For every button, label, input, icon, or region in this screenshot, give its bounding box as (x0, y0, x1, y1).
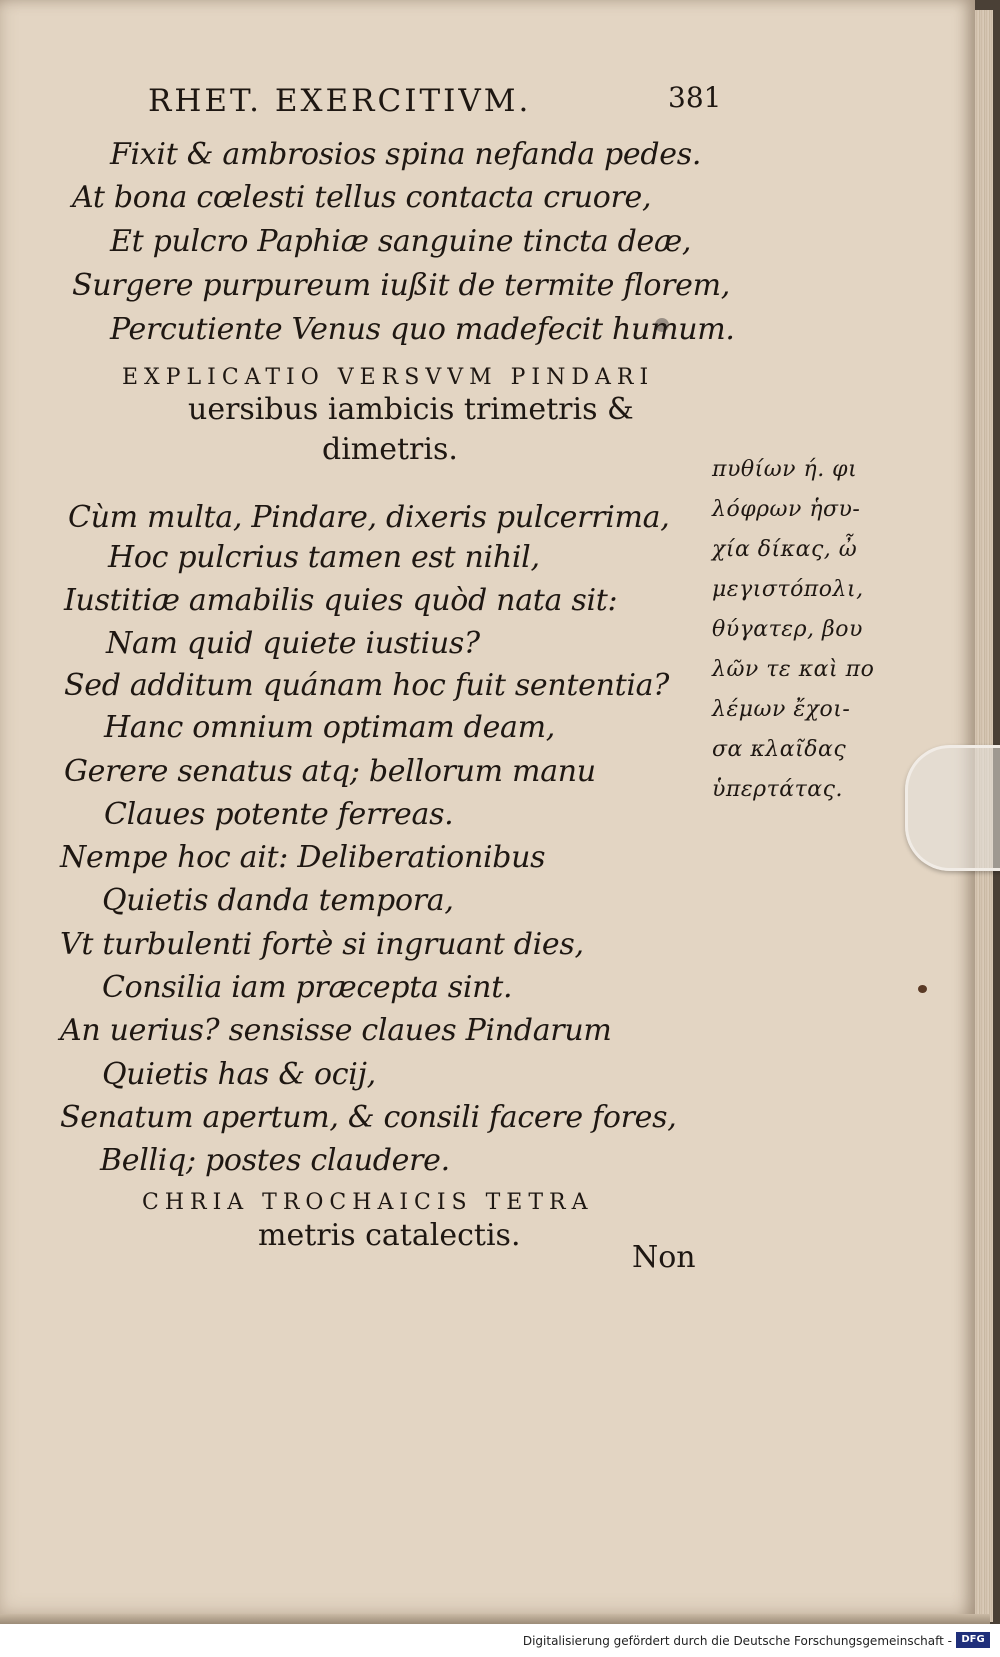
funding-credit: Digitalisierung gefördert durch die Deutsche Forschungsgemeinschaft - (522, 1634, 952, 1648)
verse-line: Consilia iam præcepta sint. (102, 970, 513, 1005)
paper-clip (905, 745, 1000, 871)
catchword: Non (632, 1240, 696, 1275)
verse-line: Gerere senatus atq; bellorum manu (64, 754, 596, 789)
verse-line: Iustitiæ amabilis quies quòd nata sit: (64, 583, 618, 618)
marginal-note-line: λῶν τε καὶ πο (712, 657, 875, 682)
page-bottom-edge (0, 1614, 990, 1624)
running-title: RHET. EXERCITIVM. (148, 83, 532, 119)
verse-line: Cùm multa, Pindare, dixeris pulcerrima, (68, 500, 670, 535)
marginal-note-line: λόφρων ἡσυ- (712, 497, 861, 522)
verse-line: Quietis danda tempora, (102, 883, 454, 918)
section-heading-caps: EXPLICATIO VERSVVM PINDARI (122, 365, 655, 390)
section-heading-line: uersibus iambicis trimetris & (188, 392, 634, 427)
verse-line: Nam quid quiete iustius? (106, 626, 480, 661)
verse-line: Hoc pulcrius tamen est nihil, (108, 540, 540, 575)
verse-line: Et pulcro Paphiæ sanguine tincta deæ, (110, 224, 692, 259)
verse-line: Belliq; postes claudere. (100, 1143, 450, 1178)
paper-stain (918, 985, 927, 993)
verse-line: Vt turbulenti fortè si ingruant dies, (60, 927, 584, 962)
marginal-note-line: σα κλαῖδας (712, 737, 847, 762)
section-heading-line: dimetris. (322, 432, 458, 467)
verse-line: Percutiente Venus quo madefecit humum. (110, 312, 735, 347)
verse-line: Fixit & ambrosios spina nefanda pedes. (110, 137, 702, 172)
marginal-note-line: θύγατερ, βου (712, 617, 863, 642)
marginal-note-line: λέμων ἔχοι- (712, 697, 851, 722)
marginal-note-line: χία δίκας, ὦ (712, 537, 858, 562)
section-heading-line: metris catalectis. (258, 1218, 521, 1253)
marginal-note-line: μεγιστόπολι, (712, 577, 864, 602)
dfg-logo: DFG (956, 1632, 990, 1648)
page-number: 381 (668, 81, 722, 114)
verse-line: An uerius? sensisse claues Pindarum (60, 1013, 612, 1048)
marginal-note-line: ὑπερτάτας. (712, 777, 843, 802)
marginal-note-line: πυθίων ή. φι (712, 457, 858, 482)
verse-line: Sed additum quánam hoc fuit sententia? (64, 668, 670, 703)
verse-line: Surgere purpureum iußit de termite florem, (72, 268, 731, 303)
verse-line: Claues potente ferreas. (104, 797, 454, 832)
verse-line: Quietis has & ocij, (102, 1057, 376, 1092)
verse-line: At bona cœlesti tellus contacta cruore, (72, 180, 652, 215)
verse-line: Nempe hoc ait: Deliberationibus (60, 840, 546, 875)
verse-line: Hanc omnium optimam deam, (104, 710, 555, 745)
section-heading-caps: CHRIA TROCHAICIS TETRA (142, 1190, 594, 1215)
verse-line: Senatum apertum, & consili facere fores, (60, 1100, 677, 1135)
